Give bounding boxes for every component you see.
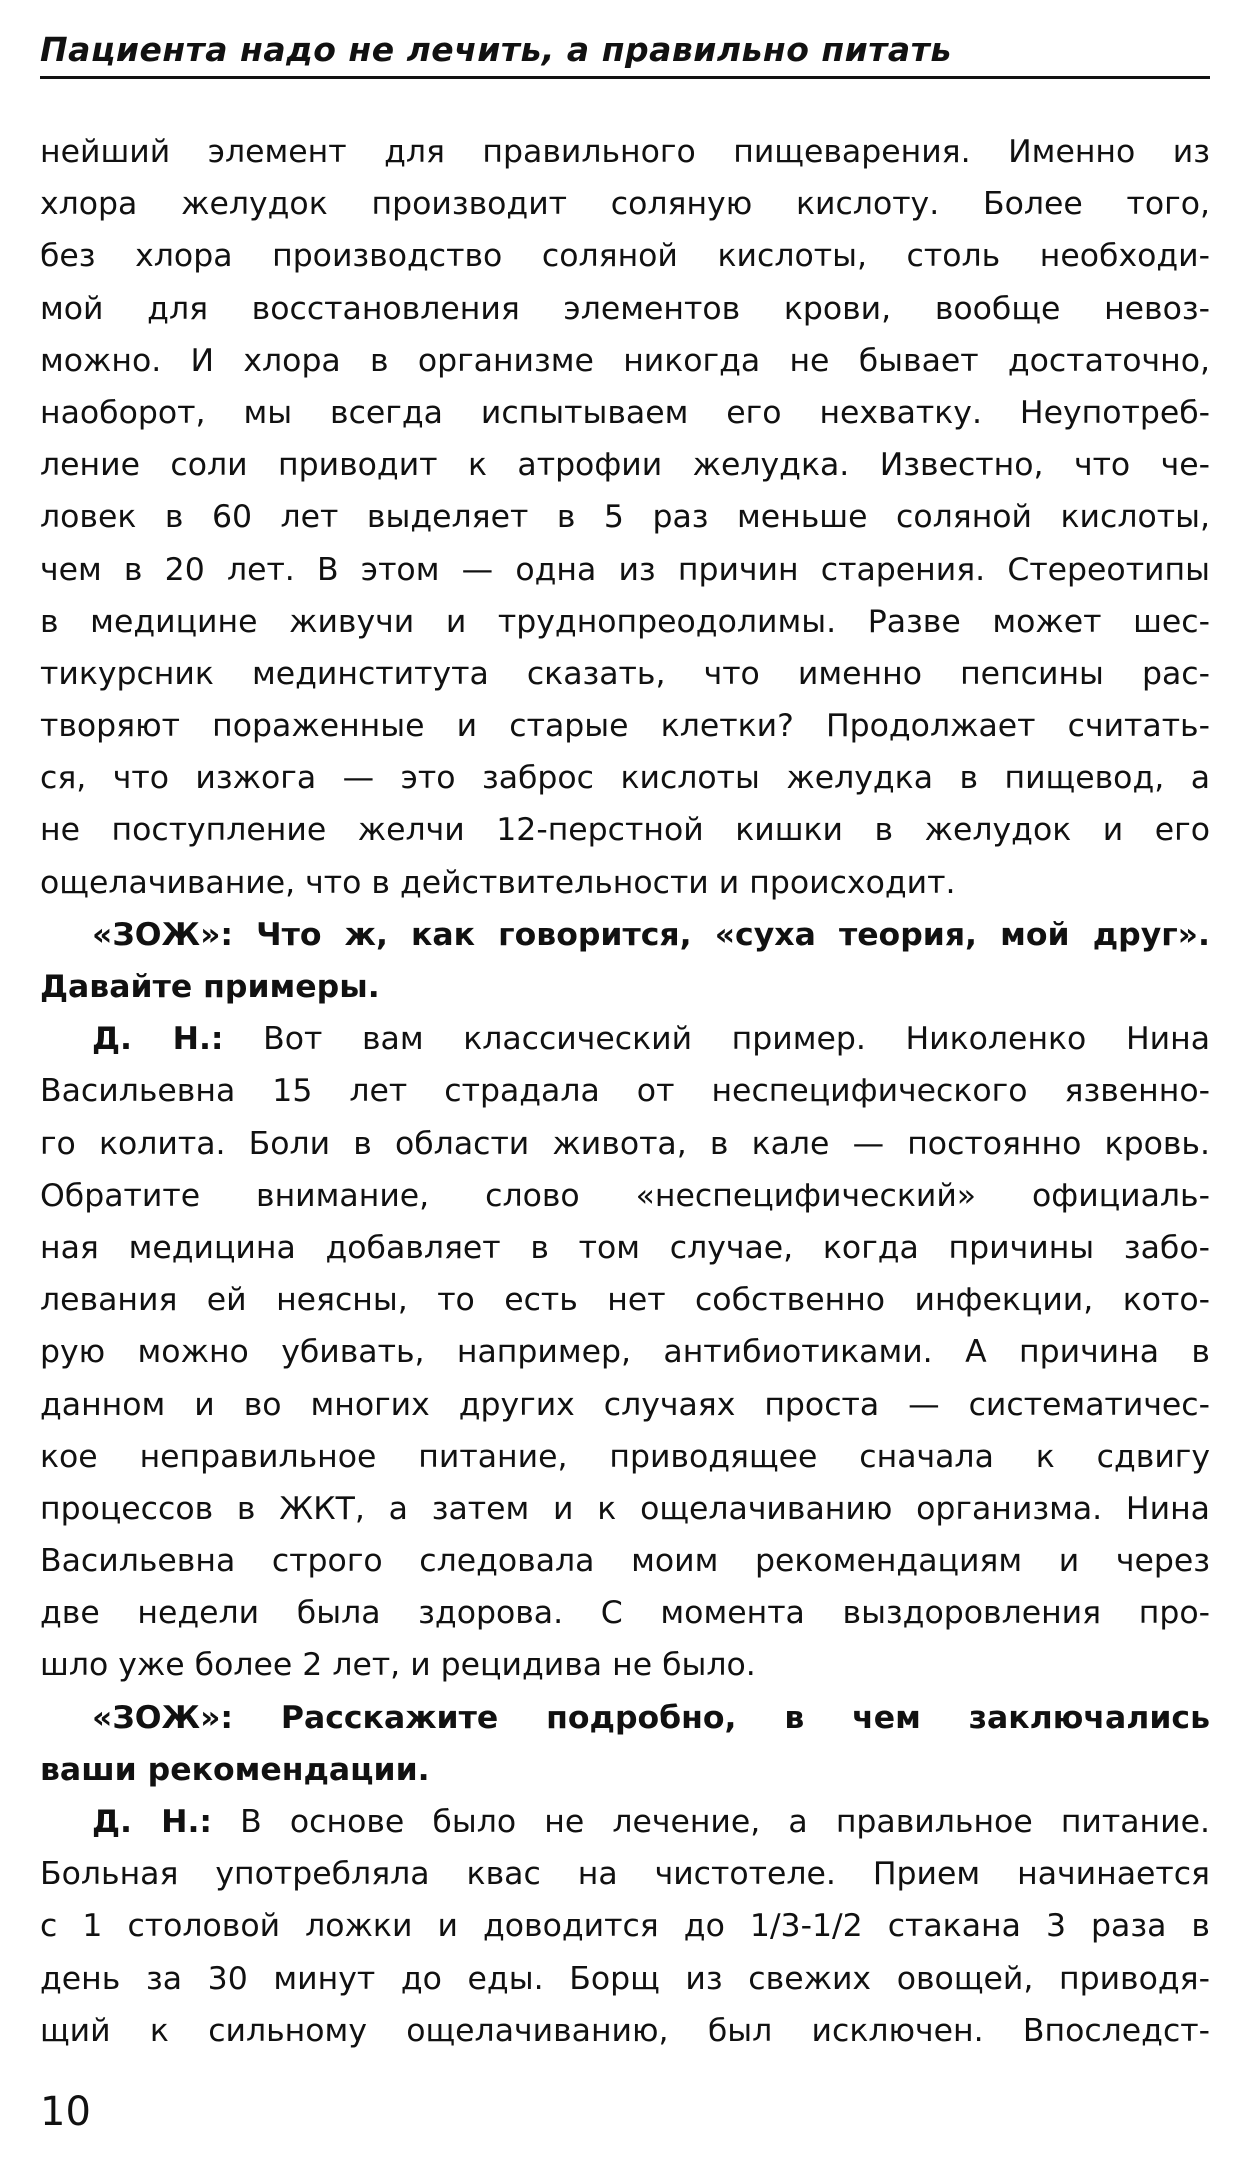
text-line: ловек в 60 лет выделяет в 5 раз меньше соляной кислоты, [40, 499, 1210, 536]
interviewer-question: Давайте примеры. [40, 969, 380, 1005]
body-text [40, 126, 1210, 2057]
text-segment: Вот вам классический пример. Николенко Нина [263, 1021, 1210, 1058]
text-line: можно. И хлора в организме никогда не бывает достаточно, [40, 342, 1210, 379]
answer-first-line [40, 1013, 1210, 1065]
text-line: кое неправильное питание, приводящее сначала к сдвигу [40, 1438, 1210, 1475]
text-line: шло уже более 2 лет, и рецидива не было. [40, 1647, 756, 1684]
text-line: тикурсник мединститута сказать, что именно пепсины рас- [40, 655, 1210, 692]
text-line: Больная употребляла квас на чистотеле. Прием начинается [40, 1856, 1210, 1893]
running-header: Пациента надо не лечить, а правильно питать [40, 30, 952, 69]
text-line: процессов в ЖКТ, а затем и к ощелачиванию организма. Нина [40, 1490, 1210, 1527]
interviewer-question: «ЗОЖ»: Расскажите подробно, в чем заключались [92, 1699, 1210, 1736]
text-line: нейший элемент для правильного пищеварения. Именно из [40, 134, 1210, 170]
text-line: ление соли приводит к атрофии желудка. Известно, что че- [40, 447, 1210, 484]
text-line: Обратите внимание, слово «неспецифический» официаль- [40, 1177, 1210, 1214]
text-line: ощелачивание, что в действительности и происходит. [40, 864, 956, 901]
text-line: в медицине живучи и труднопреодолимы. Разве может шес- [40, 603, 1210, 640]
interviewer-question: «ЗОЖ»: Что ж, как говорится, «суха теория, мой друг». [92, 916, 1210, 953]
text-line: рую можно убивать, например, антибиотиками. А причина в [40, 1334, 1210, 1371]
interviewer-question: ваши рекомендации. [40, 1751, 430, 1788]
text-line: данном и во многих других случаях проста — систематичес- [40, 1386, 1210, 1423]
text-line: чем в 20 лет. В этом — одна из причин старения. Стереотипы [40, 551, 1210, 588]
text-line: щий к сильному ощелачиванию, был исключен. Впоследст- [40, 2012, 1210, 2049]
text-line: без хлора производство соляной кислоты, столь необходи- [40, 238, 1210, 275]
text-line: хлора желудок производит соляную кислоту. Более того, [40, 186, 1210, 223]
text-segment: В основе было не лечение, а правильное питание. [240, 1804, 1210, 1840]
text-line: Васильевна строго следовала моим рекомендациям и через [40, 1543, 1210, 1580]
text-line: ся, что изжога — это заброс кислоты желудка в пищевод, а [40, 760, 1210, 797]
text-line: го колита. Боли в области живота, в кале — постоянно кровь. [40, 1125, 1210, 1162]
speaker-label: Д. Н.: [92, 1804, 213, 1840]
page-number: 10 [40, 2089, 91, 2135]
text-line: с 1 столовой ложки и доводится до 1/3-1/2 стакана 3 раза в [40, 1908, 1210, 1945]
text-line: две недели была здорова. С момента выздоровления про- [40, 1595, 1210, 1632]
text-line: левания ей неясны, то есть нет собственно инфекции, кото- [40, 1282, 1210, 1319]
text-line: день за 30 минут до еды. Борщ из свежих овощей, приводя- [40, 1960, 1210, 1997]
text-line: творяют пораженные и старые клетки? Продолжает считать- [40, 708, 1210, 745]
speaker-label: Д. Н.: [92, 1021, 224, 1058]
text-line: не поступление желчи 12-перстной кишки в желудок и его [40, 812, 1210, 849]
text-line: Васильевна 15 лет страдала от неспецифического язвенно- [40, 1073, 1210, 1110]
header-rule [40, 76, 1210, 79]
text-line: ная медицина добавляет в том случае, когда причины забо- [40, 1229, 1210, 1266]
text-line: наоборот, мы всегда испытываем его нехватку. Неупотреб- [40, 394, 1210, 431]
text-line: мой для восстановления элементов крови, вообще невоз- [40, 290, 1210, 327]
answer-first-line [40, 1796, 1210, 1848]
